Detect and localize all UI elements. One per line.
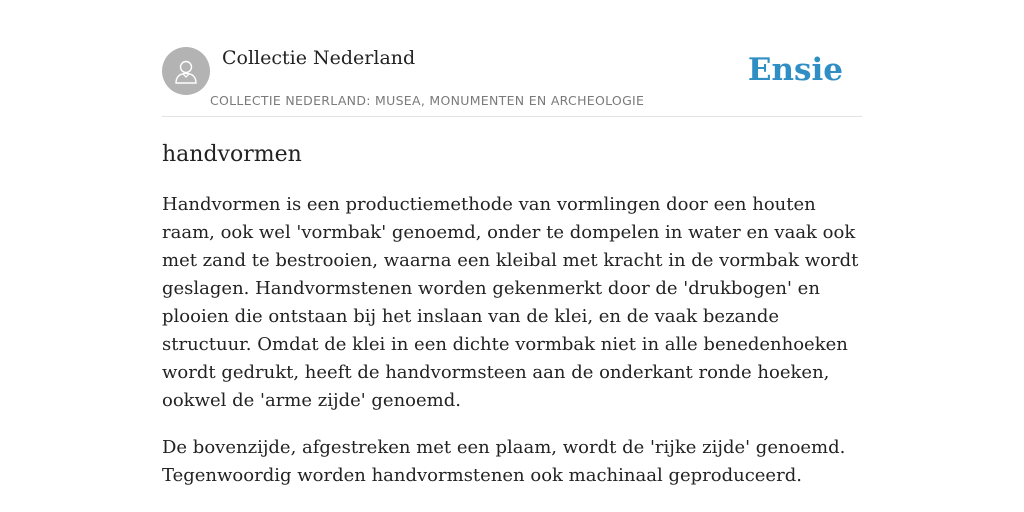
collection-name[interactable]: COLLECTIE NEDERLAND: MUSEA, MONUMENTEN EN ARCHEOLOGIE: [210, 93, 645, 108]
entry-card: [162, 40, 862, 490]
entry-header: [162, 40, 862, 117]
entry-paragraph: Handvormen is een productiemethode van vormlingen door een houten raam, ook wel 'vormbak' genoemd, onder te dompelen in water en vaak ook met zand te bestrooien, waarna een kleibal met kracht in de vormbak wordt geslagen. Handvormstenen worden gekenmerkt door de 'drukbogen' en plooien die ontstaan bij het inslaan van de klei, en de vaak bezande structuur. Omdat de klei in een dichte vormbak niet in alle benedenhoeken wordt gedrukt, heeft de handvormsteen aan de onderkant ronde hoeken, ookwel de 'arme zijde' genoemd.: [162, 194, 859, 411]
user-icon: [173, 58, 199, 84]
ensie-logo[interactable]: Ensie: [747, 52, 843, 88]
author-avatar[interactable]: [162, 47, 210, 95]
entry-paragraph: De bovenzijde, afgestreken met een plaam, wordt de 'rijke zijde' genoemd. Tegenwoordig worden handvormstenen ook machinaal geproduceerd.: [162, 437, 846, 486]
author-name[interactable]: Collectie Nederland: [222, 47, 416, 69]
entry-title: handvormen: [162, 142, 302, 167]
